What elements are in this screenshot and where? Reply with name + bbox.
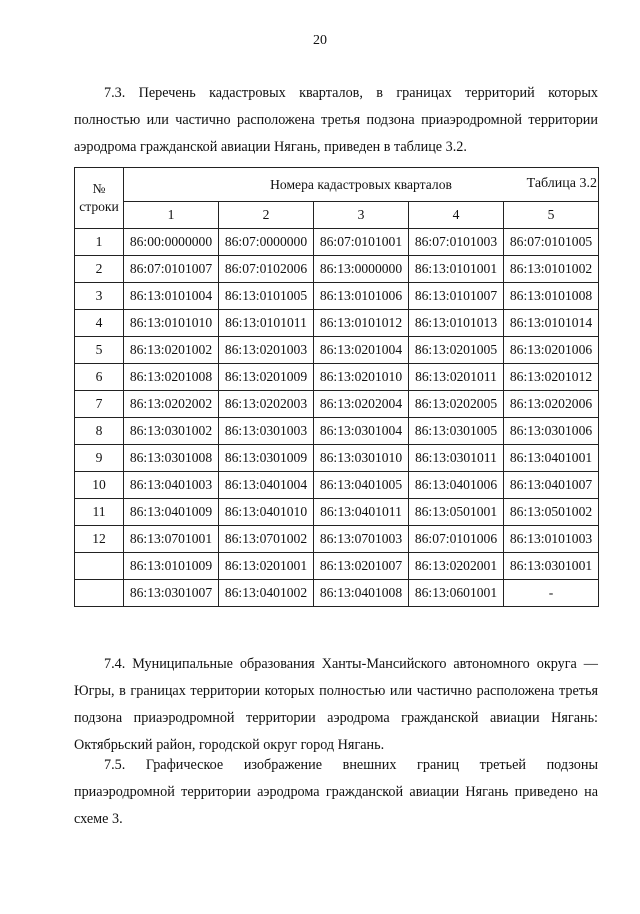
cadastral-block-cell: 86:13:0301004 [314, 418, 409, 445]
table-row [75, 445, 599, 472]
cadastral-block-cell: 86:13:0202002 [124, 391, 219, 418]
section-7-3-paragraph: 7.3. Перечень кадастровых кварталов, в границах территорий которых полностью или частично расположена третья подзона приаэродромной территории аэродрома гражданской авиации Нягань, приведен в таблице 3.2. [74, 85, 598, 156]
cadastral-block-cell: 86:13:0202006 [504, 391, 599, 418]
cadastral-block-cell: 86:13:0202001 [409, 553, 504, 580]
cadastral-block-cell: 86:13:0201004 [314, 337, 409, 364]
cadastral-block-cell: 86:13:0201010 [314, 364, 409, 391]
row-number-header-label: строки [79, 199, 119, 214]
cadastral-block-cell: 86:13:0101011 [219, 310, 314, 337]
table-row [75, 553, 599, 580]
table-row [75, 499, 599, 526]
cadastral-block-cell: 86:13:0201008 [124, 364, 219, 391]
row-number-cell: 9 [75, 445, 124, 472]
row-number-cell: 1 [75, 229, 124, 256]
table-row [75, 391, 599, 418]
row-number-cell [75, 553, 124, 580]
table-row [75, 229, 599, 256]
cadastral-block-cell: 86:13:0202004 [314, 391, 409, 418]
group-header: Номера кадастровых кварталов [124, 168, 599, 202]
row-number-cell: 4 [75, 310, 124, 337]
cadastral-block-cell: 86:13:0101014 [504, 310, 599, 337]
table-row [75, 256, 599, 283]
table-row [75, 310, 599, 337]
cadastral-block-cell: 86:13:0601001 [409, 580, 504, 607]
page-number: 20 [313, 33, 327, 48]
column-header-4: 4 [409, 202, 504, 229]
cadastral-block-cell: 86:13:0201009 [219, 364, 314, 391]
cadastral-block-cell: 86:13:0401009 [124, 499, 219, 526]
cadastral-block-cell: 86:13:0101003 [504, 526, 599, 553]
column-header-3: 3 [314, 202, 409, 229]
cadastral-block-cell: 86:13:0401011 [314, 499, 409, 526]
cadastral-block-cell: 86:13:0201002 [124, 337, 219, 364]
cadastral-block-cell: 86:13:0701003 [314, 526, 409, 553]
cadastral-block-cell: 86:13:0000000 [314, 256, 409, 283]
cadastral-block-cell: 86:13:0201012 [504, 364, 599, 391]
cadastral-block-cell: 86:13:0201006 [504, 337, 599, 364]
section-7-5-paragraph: 7.5. Графическое изображение внешних границ третьей подзоны приаэродромной территории аэродрома гражданской авиации Нягань приведено на схеме 3. [74, 757, 598, 828]
column-header-2: 2 [219, 202, 314, 229]
cadastral-block-cell: 86:13:0201005 [409, 337, 504, 364]
cadastral-block-cell: 86:07:0101003 [409, 229, 504, 256]
cadastral-block-cell: 86:13:0202003 [219, 391, 314, 418]
cadastral-block-cell: - [504, 580, 599, 607]
row-number-header-symbol: № [92, 181, 106, 196]
table-row [75, 364, 599, 391]
section-7-4-paragraph: 7.4. Муниципальные образования Ханты-Мансийского автономного округа — Югры, в границах территории которых полностью или частично расположена третья подзона приаэродромной территории аэродрома гражданской авиации Нягань: Октябрьский район, городской округ город Нягань. [74, 656, 598, 754]
cadastral-block-cell: 86:13:0301008 [124, 445, 219, 472]
cadastral-block-cell: 86:13:0101002 [504, 256, 599, 283]
row-number-cell: 6 [75, 364, 124, 391]
cadastral-block-cell: 86:13:0301009 [219, 445, 314, 472]
cadastral-block-cell: 86:07:0101005 [504, 229, 599, 256]
cadastral-block-cell: 86:13:0301001 [504, 553, 599, 580]
cadastral-block-cell: 86:07:0000000 [219, 229, 314, 256]
table-row [75, 472, 599, 499]
cadastral-block-cell: 86:13:0501002 [504, 499, 599, 526]
table-row [75, 418, 599, 445]
cadastral-block-cell: 86:13:0401005 [314, 472, 409, 499]
cadastral-block-cell: 86:13:0301011 [409, 445, 504, 472]
cadastral-block-cell: 86:13:0401007 [504, 472, 599, 499]
cadastral-block-cell: 86:13:0501001 [409, 499, 504, 526]
cadastral-block-cell: 86:13:0701002 [219, 526, 314, 553]
cadastral-block-cell: 86:13:0401003 [124, 472, 219, 499]
row-number-cell: 11 [75, 499, 124, 526]
cadastral-block-cell: 86:13:0101012 [314, 310, 409, 337]
row-number-cell: 3 [75, 283, 124, 310]
row-number-cell: 2 [75, 256, 124, 283]
cadastral-block-cell: 86:13:0401001 [504, 445, 599, 472]
cadastral-block-cell: 86:13:0301003 [219, 418, 314, 445]
cadastral-block-cell: 86:13:0101004 [124, 283, 219, 310]
table-row [75, 580, 599, 607]
cadastral-block-cell: 86:07:0102006 [219, 256, 314, 283]
cadastral-block-cell: 86:07:0101006 [409, 526, 504, 553]
cadastral-block-cell: 86:13:0101005 [219, 283, 314, 310]
row-number-cell: 12 [75, 526, 124, 553]
cadastral-block-cell: 86:13:0301005 [409, 418, 504, 445]
cadastral-block-cell: 86:13:0701001 [124, 526, 219, 553]
cadastral-block-cell: 86:13:0101010 [124, 310, 219, 337]
row-number-cell [75, 580, 124, 607]
row-number-cell: 8 [75, 418, 124, 445]
row-number-cell: 10 [75, 472, 124, 499]
cadastral-block-cell: 86:00:0000000 [124, 229, 219, 256]
cadastral-block-cell: 86:13:0201003 [219, 337, 314, 364]
cadastral-block-cell: 86:07:0101001 [314, 229, 409, 256]
cadastral-block-cell: 86:13:0301010 [314, 445, 409, 472]
cadastral-block-cell: 86:13:0401004 [219, 472, 314, 499]
cadastral-block-cell: 86:13:0301007 [124, 580, 219, 607]
cadastral-blocks-table [74, 167, 599, 607]
cadastral-block-cell: 86:13:0201001 [219, 553, 314, 580]
cadastral-block-cell: 86:13:0101001 [409, 256, 504, 283]
column-header-5: 5 [504, 202, 599, 229]
cadastral-block-cell: 86:13:0401006 [409, 472, 504, 499]
row-number-cell: 7 [75, 391, 124, 418]
cadastral-block-cell: 86:13:0101013 [409, 310, 504, 337]
cadastral-block-cell: 86:13:0401008 [314, 580, 409, 607]
cadastral-block-cell: 86:13:0301006 [504, 418, 599, 445]
cadastral-block-cell: 86:13:0401010 [219, 499, 314, 526]
cadastral-block-cell: 86:13:0101007 [409, 283, 504, 310]
cadastral-block-cell: 86:13:0101006 [314, 283, 409, 310]
cadastral-block-cell: 86:13:0101008 [504, 283, 599, 310]
cadastral-block-cell: 86:13:0301002 [124, 418, 219, 445]
cadastral-block-cell: 86:13:0101009 [124, 553, 219, 580]
column-header-1: 1 [124, 202, 219, 229]
cadastral-block-cell: 86:13:0201011 [409, 364, 504, 391]
table-row [75, 526, 599, 553]
table-row [75, 337, 599, 364]
cadastral-block-cell: 86:13:0202005 [409, 391, 504, 418]
table-row [75, 283, 599, 310]
cadastral-block-cell: 86:13:0401002 [219, 580, 314, 607]
row-number-header [75, 168, 124, 229]
cadastral-block-cell: 86:13:0201007 [314, 553, 409, 580]
cadastral-block-cell: 86:07:0101007 [124, 256, 219, 283]
row-number-cell: 5 [75, 337, 124, 364]
table-caption: Таблица 3.2 [526, 176, 597, 191]
